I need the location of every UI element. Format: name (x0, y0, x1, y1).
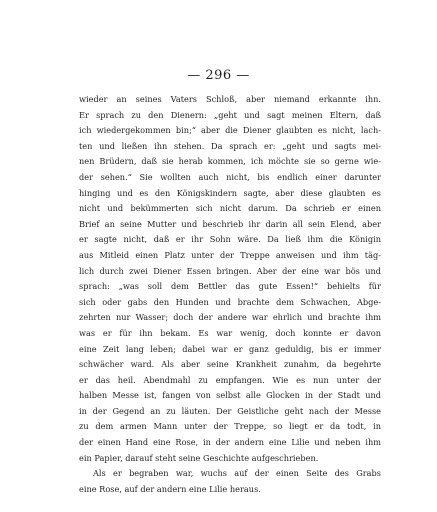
text-line: eine Zeit lang leben; dabei war er ganz geduldig, bis er immer (79, 343, 381, 354)
text-line: Als er begraben war, wuchs auf der einen Seite des Grabs (93, 468, 381, 479)
text-line: lich durch zwei Diener Essen bringen. Aber der eine war bös und (79, 265, 381, 276)
text-line: er sagte nicht, daß er ihr Sohn wäre. Da ließ ihm die Königin (79, 234, 381, 245)
text-line: Er sprach zu den Dienern: „geht und sagt meinen Eltern, daß (79, 109, 381, 120)
text-line: er das heil. Abendmahl zu empfangen. Wie es nun unter der (79, 374, 381, 385)
text-line: wieder an seines Vaters Schloß, aber niemand erkannte ihn. (79, 94, 381, 104)
text-line: zehrten nur Wasser; doch der andere war ehrlich und brachte ihm (79, 312, 381, 323)
text-line: was er für ihn bekam. Es war wenig, doch konnte er davon (79, 327, 381, 338)
text-line: zu dem armen Mann unter der Treppe, so liegt er da todt, in (79, 421, 381, 432)
text-line: Brief an seine Mutter und beschrieb ihr darin all sein Elend, aber (79, 218, 381, 229)
page-number: — 296 — (187, 68, 250, 83)
text-line: sprach: „was soll dem Bettler das gute Essen!“ behielts für (79, 281, 381, 292)
text-line: schwächer ward. Als aber seine Krankheit zunahm, da begehrte (79, 359, 381, 370)
text-line: der einen Hand eine Rose, in der andern eine Lilie und neben ihm (79, 437, 381, 448)
text-line: sich oder gabs den Hunden und brachte dem Schwachen, Abge- (79, 296, 381, 307)
text-line: halben Messe ist, fangen von selbst alle Glocken in der Stadt und (79, 390, 381, 401)
text-line: ten und ließen ihn stehen. Da sprach er: „geht und sagts mei- (79, 140, 381, 151)
text-line: aus Mitleid einen Platz unter der Treppe anweisen und ihm täg- (79, 249, 381, 260)
text-line: hinging und es den Königskindern sagte, aber diese glaubten es (79, 187, 381, 198)
text-line: in der Gegend an zu läuten. Der Geistliche geht nach der Messe (79, 405, 381, 416)
body-text (79, 92, 381, 497)
text-line: der sehen.“ Sie wollten auch nicht, bis endlich einer darunter (79, 171, 381, 182)
text-line: ein Papier, darauf steht seine Geschichte aufgeschrieben. (79, 452, 319, 463)
text-line: eine Rose, auf der andern eine Lilie heraus. (79, 483, 261, 494)
text-line: nen Brüdern, daß sie herab kommen, ich möchte sie so gerne wie- (79, 156, 381, 167)
text-line: ich wiedergekommen bin;“ aber die Diener glaubten es nicht, lach- (79, 125, 381, 136)
text-line: nicht und bekümmerten sich nicht darum. Da schrieb er einen (79, 203, 381, 214)
